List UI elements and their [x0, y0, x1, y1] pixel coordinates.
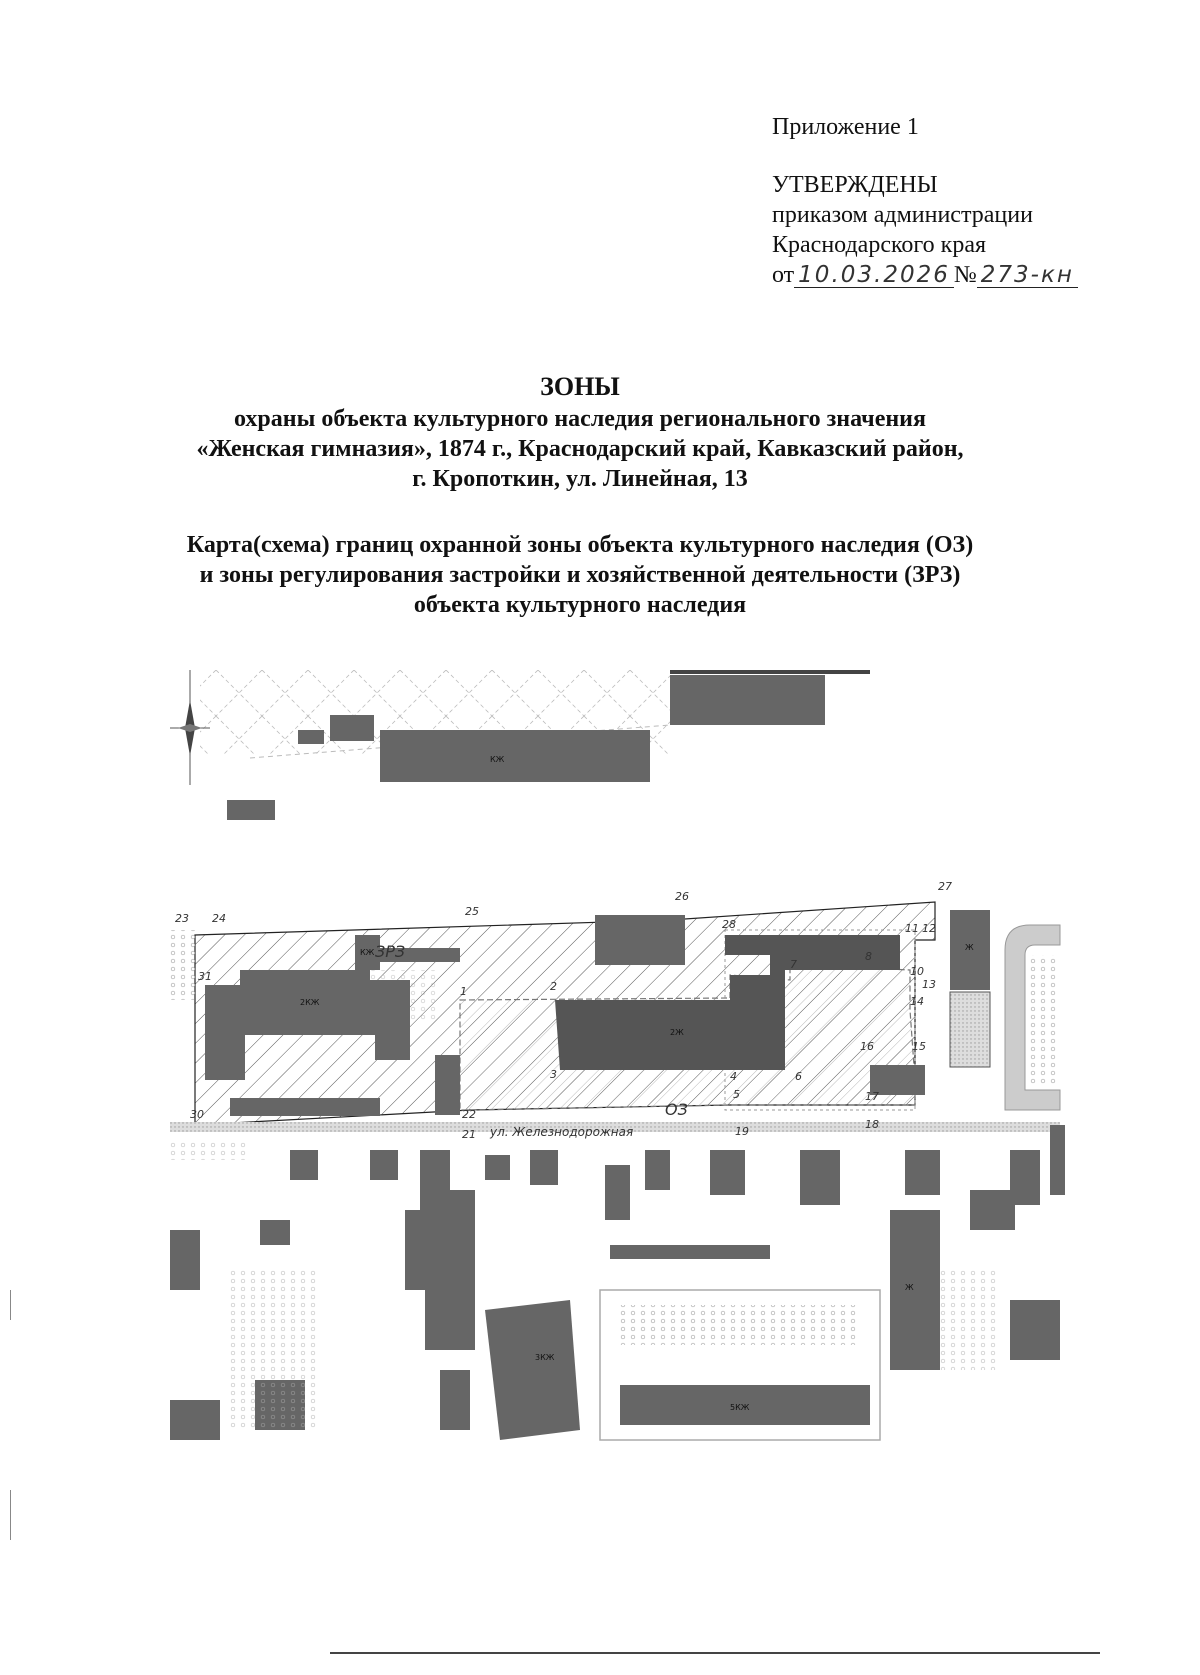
footer-rule	[330, 1652, 1100, 1654]
point-label: 28	[722, 918, 736, 931]
point-label: 30	[190, 1108, 204, 1121]
point-label: 11	[905, 922, 919, 935]
caption-line-3: объекта культурного наследия	[413, 592, 747, 618]
number-sign: №	[953, 262, 977, 288]
title-line-3: г. Кропоткин, ул. Линейная, 13	[412, 466, 748, 492]
caption-line-2: и зоны регулирования застройки и хозяйственной деятельности (ЗРЗ)	[199, 562, 961, 588]
scan-edge-mark	[10, 1290, 11, 1320]
building-label: 5КЖ	[730, 1403, 750, 1412]
point-label: 8	[865, 950, 872, 963]
scan-edge-mark	[10, 1490, 11, 1540]
title-line-1: охраны объекта культурного наследия регионального значения	[234, 406, 926, 432]
building	[950, 992, 990, 1067]
building-label: 2КЖ	[300, 998, 320, 1007]
point-label: 16	[860, 1040, 874, 1053]
building	[435, 1055, 460, 1115]
building-label: КЖ	[490, 755, 505, 764]
map-caption	[120, 530, 1040, 620]
caption-line-1: Карта(схема) границ охранной зоны объекта культурного наследия (ОЗ)	[186, 532, 974, 558]
title-line-2: «Женская гимназия», 1874 г., Краснодарский край, Кавказский район,	[196, 436, 964, 462]
approval-authority-line2: Краснодарского края	[772, 232, 987, 258]
from-label: от	[772, 262, 795, 288]
appendix-label: Приложение 1	[772, 114, 919, 140]
building-label: КЖ	[360, 948, 375, 957]
point-label: 27	[938, 880, 952, 893]
zone-map	[170, 670, 1110, 1520]
building	[230, 1098, 380, 1116]
point-label: 2	[550, 980, 557, 993]
point-label: 19	[735, 1125, 749, 1138]
building	[595, 915, 685, 965]
building-label: 2Ж	[670, 1028, 684, 1037]
point-label: 23	[175, 912, 189, 925]
building	[670, 675, 825, 725]
building	[298, 730, 324, 744]
point-label: 26	[675, 890, 689, 903]
order-date-number	[772, 260, 1132, 290]
point-label: 22	[462, 1108, 476, 1121]
point-label: 13	[922, 978, 936, 991]
point-label: 24	[212, 912, 226, 925]
point-label: 25	[465, 905, 479, 918]
building	[227, 800, 275, 820]
building-label: Ж	[965, 943, 974, 952]
approval-block	[772, 112, 1132, 290]
point-label: 15	[912, 1040, 926, 1053]
point-label: 12	[922, 922, 936, 935]
point-label: 21	[462, 1128, 476, 1141]
order-number: 273-кн	[977, 263, 1078, 288]
building-label: 3КЖ	[535, 1353, 555, 1362]
point-label: 1	[460, 985, 467, 998]
point-label: 31	[198, 970, 212, 983]
building	[330, 715, 374, 741]
oz-label: ОЗ	[665, 1100, 688, 1119]
title-heading: ЗОНЫ	[540, 372, 620, 401]
approved-label: УТВЕРЖДЕНЫ	[772, 172, 938, 198]
point-label: 3	[550, 1068, 557, 1081]
approval-authority-line1: приказом администрации	[772, 202, 1033, 228]
order-date: 10.03.2026	[794, 263, 954, 288]
zrz-label: ЗРЗ	[375, 942, 406, 961]
point-label: 10	[910, 965, 924, 978]
point-label: 14	[910, 995, 924, 1008]
point-label: 4	[730, 1070, 737, 1083]
point-label: 17	[865, 1090, 879, 1103]
main-map	[170, 880, 1065, 1440]
zone-map-svg	[170, 670, 1110, 1520]
street-label: ул. Железнодорожная	[490, 1125, 634, 1139]
point-label: 7	[790, 958, 797, 971]
point-label: 18	[865, 1118, 879, 1131]
document-title	[120, 372, 1040, 494]
top-map-fragment	[170, 670, 870, 820]
building-label: Ж	[905, 1283, 914, 1292]
building	[380, 730, 650, 782]
point-label: 5	[733, 1088, 740, 1101]
point-label: 6	[795, 1070, 802, 1083]
